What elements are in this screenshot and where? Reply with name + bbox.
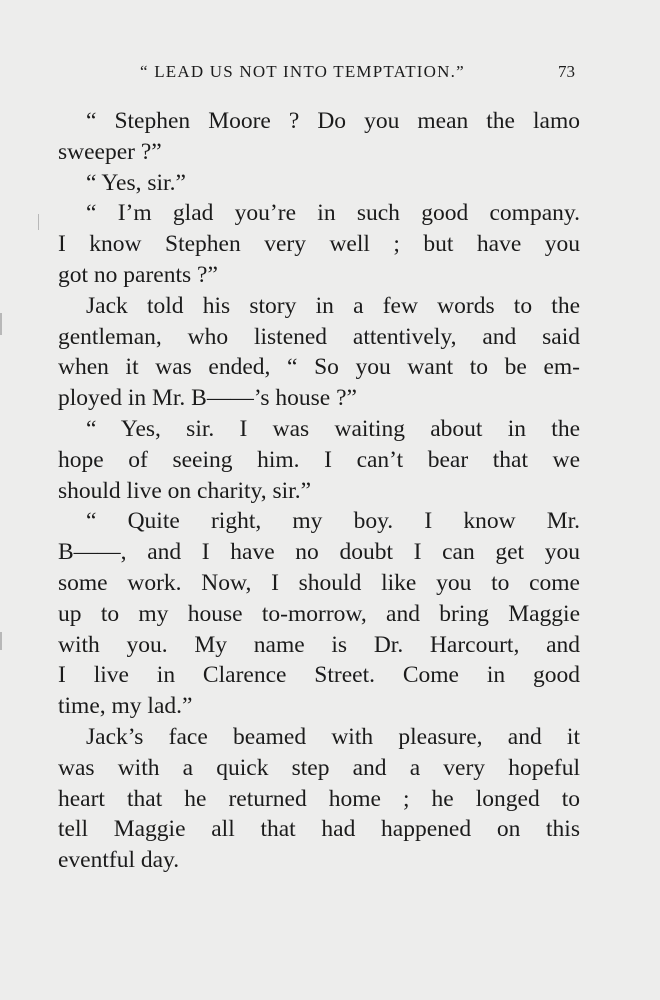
text-line: “ Yes, sir. I was waiting about in the — [86, 415, 580, 442]
margin-mark — [38, 214, 39, 230]
text-line: up to my house to-morrow, and bring Maggie — [58, 600, 580, 627]
margin-mark — [0, 632, 2, 650]
text-line: Jack’s face beamed with pleasure, and it — [86, 723, 580, 750]
text-line: heart that he returned home ; he longed to — [58, 785, 580, 812]
page-number: 73 — [558, 62, 575, 81]
text-line: I live in Clarence Street. Come in good — [58, 662, 580, 689]
text-line: with you. My name is Dr. Harcourt, and — [58, 631, 580, 658]
text-line: when it was ended, “ So you want to be em- — [58, 354, 580, 381]
text-line: B——, and I have no doubt I can get you — [58, 539, 580, 566]
text-line: some work. Now, I should like you to come — [58, 569, 580, 596]
text-line: hope of seeing him. I can’t bear that we — [58, 446, 580, 473]
text-line: “ Quite right, my boy. I know Mr. — [86, 508, 580, 535]
text-line: gentleman, who listened attentively, and said — [58, 323, 580, 350]
text-line: ployed in Mr. B——’s house ?” — [58, 385, 357, 412]
body-text — [58, 106, 580, 876]
text-line: sweeper ?” — [58, 138, 162, 165]
page-header — [0, 62, 660, 92]
text-line: eventful day. — [58, 847, 180, 874]
text-line: “ I’m glad you’re in such good company. — [86, 200, 580, 227]
text-line: “ Yes, sir.” — [86, 169, 186, 196]
running-title: “ LEAD US NOT INTO TEMPTATION.” — [140, 62, 465, 81]
text-line: time, my lad.” — [58, 693, 193, 720]
margin-mark — [0, 313, 2, 335]
text-line: was with a quick step and a very hopeful — [58, 754, 580, 781]
text-line: tell Maggie all that had happened on this — [58, 816, 580, 843]
text-line: should live on charity, sir.” — [58, 477, 312, 504]
text-line: “ Stephen Moore ? Do you mean the lamo — [86, 108, 580, 134]
text-line: got no parents ?” — [58, 261, 218, 288]
text-line: Jack told his story in a few words to the — [86, 292, 580, 319]
text-line: I know Stephen very well ; but have you — [58, 231, 580, 258]
